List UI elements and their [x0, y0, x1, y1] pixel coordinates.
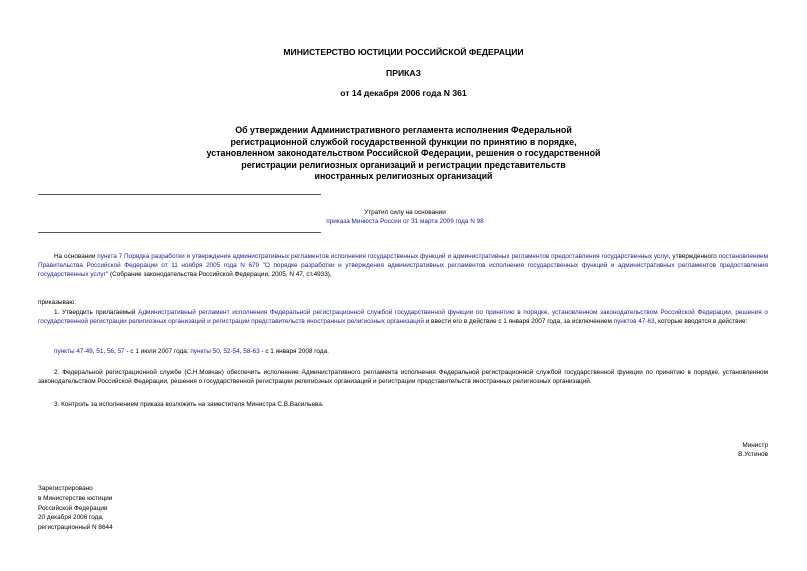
title-line: регистрации религиозных организаций и регистрации представительств: [241, 159, 566, 170]
item-text: и ввести его в действие с 1 января 2007 года, за исключением: [423, 318, 614, 326]
government-resolution-link[interactable]: постановлением Правительства Российской Федерации от 11 ноября 2005 года N 679 "О порядке разработки и утверждения административных регламентов исполнения государственных функций и административных регламентов предоставления государственных услуг": [38, 253, 768, 279]
document-date-number: от 14 декабря 2006 года N 361: [340, 88, 467, 98]
item-text: 1. Утвердить прилагаемый: [54, 309, 139, 316]
separator: ,: [219, 348, 224, 355]
points-link[interactable]: пункты 50: [190, 348, 220, 355]
item-text: , которые вводятся в действие:: [654, 318, 748, 326]
signature-position: Министр: [742, 442, 768, 449]
points-link[interactable]: 52-54: [223, 348, 240, 355]
document-title: [0, 125, 807, 183]
signature-name: В.Устинов: [738, 451, 768, 459]
points-link[interactable]: 58-63: [243, 348, 260, 355]
title-line: регистрационной службой государственной функции по принятию в порядке,: [230, 136, 577, 147]
status-note: [270, 208, 540, 226]
preamble-text: На основании: [54, 253, 98, 260]
status-note-text: Утратил силу на основании: [364, 209, 446, 216]
registration-block: [38, 484, 113, 533]
preamble-paragraph: [38, 252, 768, 280]
points-47-63-link[interactable]: пунктов 47-63: [613, 318, 655, 326]
separator: ,: [92, 348, 97, 355]
item-1-paragraph: [38, 308, 768, 326]
points-link[interactable]: пункты 47-49: [54, 348, 93, 355]
points-link[interactable]: 57: [117, 348, 125, 355]
title-line: установленном законодательством Российской Федерации, решения о государственной: [206, 148, 601, 158]
date-text: - с 1 января 2008 года.: [259, 348, 329, 355]
preamble-text: (Собрание законодательства Российской Федерации, 2005, N 47, ст.4933),: [108, 271, 332, 279]
title-line: Об утверждении Административного регламента исполнения Федеральной: [235, 125, 572, 135]
item-1-dates: [54, 347, 329, 356]
divider: [38, 194, 321, 195]
procedure-link[interactable]: пункта 7 Порядка разработки и утверждения административных регламентов исполнения государственных функций и административных регламентов предоставления государственных услуг: [97, 253, 669, 260]
date-text: - с 1 июля 2007 года;: [124, 348, 191, 355]
separator: ,: [103, 348, 107, 355]
order-word: приказываю:: [38, 299, 76, 306]
registration-line: Зарегистрировано: [38, 485, 93, 492]
regulation-link[interactable]: Административный регламент исполнения Федеральной регистрационной службой государственной функции по принятию в порядке, установленном законодательством Российской Федерации, решения о государственной регистрации религиозных организаций и регистрации представительств иностранных религиозных организаций: [38, 309, 768, 326]
separator: ,: [239, 348, 244, 355]
preamble-text: , утвержденного: [668, 253, 719, 260]
points-link[interactable]: 56: [106, 348, 115, 355]
document-type: ПРИКАЗ: [386, 68, 421, 78]
registration-line: в Министерстве юстиции: [38, 494, 113, 502]
item-2-paragraph: 2. Федеральной регистрационной службе (С.Н.Мовчан) обеспечить исполнение Административного регламента исполнения Федеральной регистрационной службой государственной функции по принятию в порядке, установленном законодательством Российской Федерации, решения о государственной регистрации религиозных организаций и регистрации представительств иностранных религиозных организаций.: [38, 369, 768, 386]
item-3-paragraph: 3. Контроль за исполнением приказа возложить на заместителя Министра С.В.Васильева.: [54, 401, 324, 408]
registration-line: регистрационный N 8644: [38, 524, 113, 532]
signature-block: [600, 441, 768, 459]
registration-line: 20 декабря 2006 года,: [38, 514, 104, 522]
registration-line: Российской Федерации: [38, 504, 108, 512]
title-line: иностранных религиозных организаций: [314, 171, 493, 181]
ministry-heading: МИНИСТЕРСТВО ЮСТИЦИИ РОССИЙСКОЙ ФЕДЕРАЦИИ: [283, 47, 524, 57]
separator: ,: [114, 348, 118, 355]
points-link[interactable]: 51: [96, 348, 104, 355]
divider: [38, 232, 321, 233]
repeal-order-link[interactable]: приказа Минюста России от 31 марта 2009 года N 98: [326, 218, 484, 226]
